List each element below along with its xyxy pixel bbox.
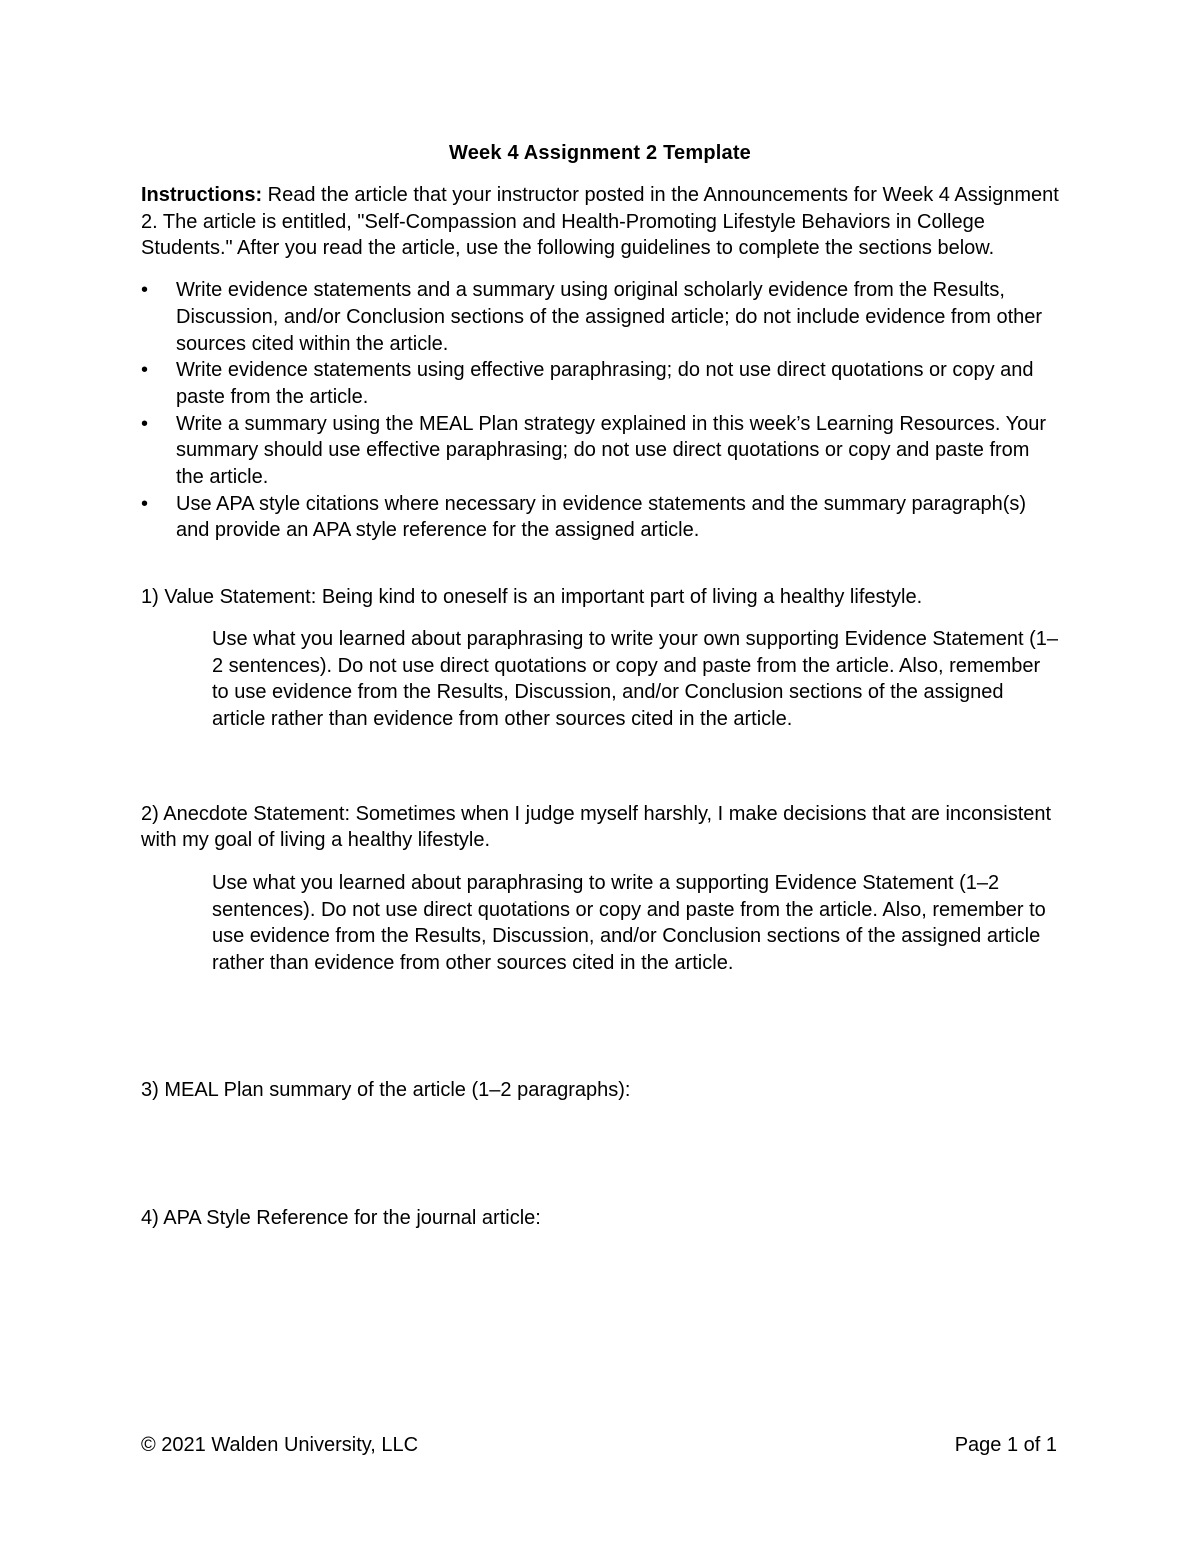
- guideline-text: Write a summary using the MEAL Plan strategy explained in this week’s Learning Resources. Your summary should use effective paraphrasing; do not use direct quotations or copy and paste from the article.: [176, 412, 1047, 489]
- guideline-text: Write evidence statements using effective paraphrasing; do not use direct quotations or copy and paste from the article.: [176, 359, 1034, 408]
- guideline-item: [141, 357, 1059, 410]
- guideline-item: [141, 491, 1059, 544]
- section-1-heading: 1) Value Statement: Being kind to oneself is an important part of living a healthy lifestyle.: [141, 586, 923, 609]
- document-body: [141, 140, 1059, 1231]
- guidelines-list: [141, 277, 1059, 544]
- footer-page-number: Page 1 of 1: [954, 1434, 1057, 1456]
- bullet-icon: •: [141, 279, 149, 302]
- page-footer: [141, 1432, 1057, 1458]
- instructions-paragraph: [141, 182, 1059, 262]
- footer-copyright: © 2021 Walden University, LLC: [141, 1434, 419, 1456]
- bullet-icon: •: [141, 492, 149, 515]
- section-1-guidance: Use what you learned about paraphrasing to write your own supporting Evidence Statement (1–2 sentences). Do not use direct quotations or copy and paste from the article. Also, remember to use evidence from the Results, Discussion, and/or Conclusion sections of the assigned article rather than evidence from other sources cited in the article.: [212, 627, 1059, 730]
- guideline-text: Write evidence statements and a summary using original scholarly evidence from the Results, Discussion, and/or Conclusion sections of the assigned article; do not include evidence from other sources cited within the article.: [176, 279, 1043, 355]
- guideline-item: [141, 411, 1059, 491]
- bullet-icon: •: [141, 412, 149, 435]
- section-2-guidance: Use what you learned about paraphrasing to write a supporting Evidence Statement (1–2 sentences). Do not use direct quotations or copy and paste from the article. Also, remember to use evidence from the Results, Discussion, and/or Conclusion sections of the assigned article rather than evidence from other sources cited in the article.: [212, 872, 1046, 975]
- section-3-heading: 3) MEAL Plan summary of the article (1–2 paragraphs):: [141, 1078, 631, 1101]
- document-title: Week 4 Assignment 2 Template: [449, 142, 751, 164]
- instructions-label: Instructions:: [141, 184, 263, 206]
- section-2-heading: 2) Anecdote Statement: Sometimes when I judge myself harshly, I make decisions that are inconsistent with my goal of living a healthy lifestyle.: [141, 802, 1052, 852]
- guideline-item: [141, 277, 1059, 357]
- section-4-heading: 4) APA Style Reference for the journal article:: [141, 1206, 541, 1229]
- instructions-text: Read the article that your instructor posted in the Announcements for Week 4 Assignment 2. The article is entitled, "Self-Compassion and Health-Promoting Lifestyle Behaviors in College Students." After you read the article, use the following guidelines to complete the sections below.: [141, 184, 1059, 260]
- bullet-icon: •: [141, 359, 149, 382]
- guideline-text: Use APA style citations where necessary in evidence statements and the summary paragraph(s) and provide an APA style reference for the assigned article.: [176, 492, 1027, 542]
